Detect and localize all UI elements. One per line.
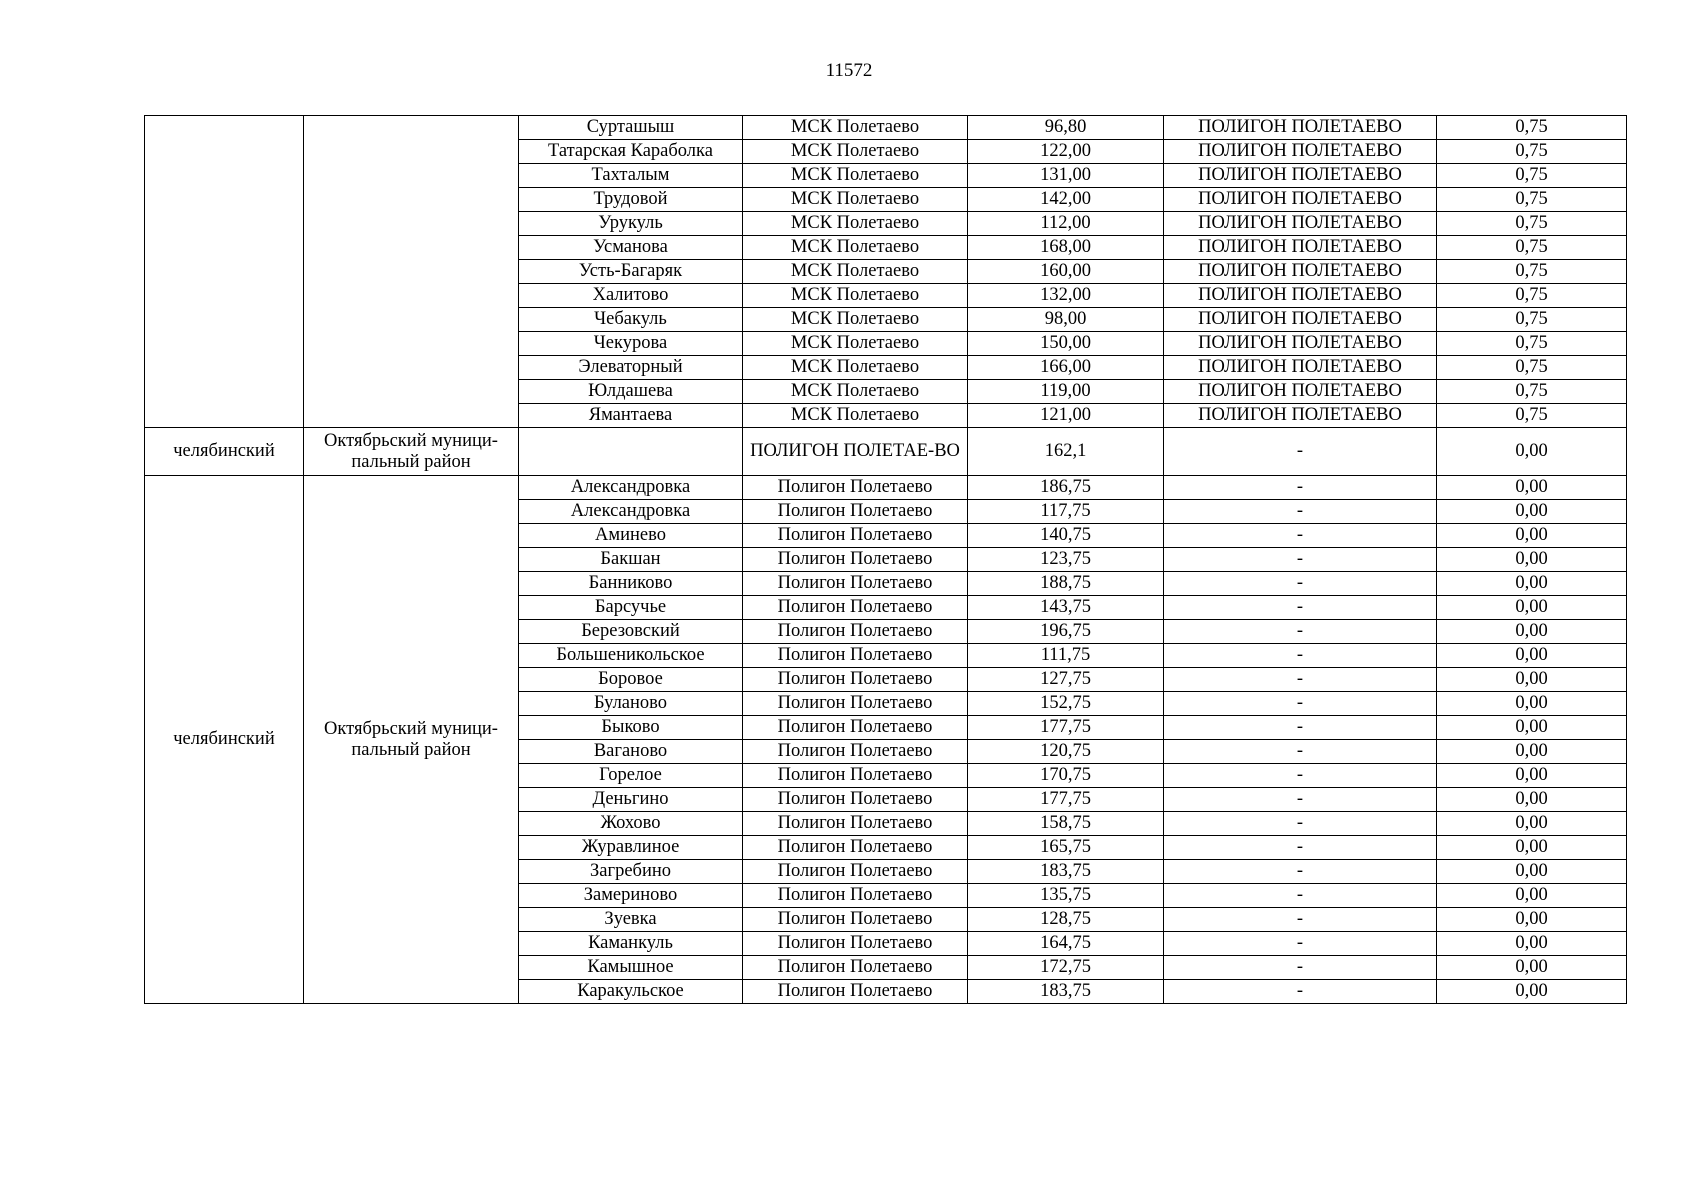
settlement-cell: Каракульское bbox=[519, 980, 743, 1004]
distance-cell: 186,75 bbox=[968, 476, 1164, 500]
settlement-cell: Урукуль bbox=[519, 212, 743, 236]
settlement-cell: Боровое bbox=[519, 668, 743, 692]
distance-cell: 112,00 bbox=[968, 212, 1164, 236]
zone-cell bbox=[145, 116, 304, 428]
settlement-cell: Буланово bbox=[519, 692, 743, 716]
settlement-cell: Ваганово bbox=[519, 740, 743, 764]
destination-cell: - bbox=[1164, 980, 1437, 1004]
settlement-cell: Халитово bbox=[519, 284, 743, 308]
distance-cell: 142,00 bbox=[968, 188, 1164, 212]
coefficient-cell: 0,75 bbox=[1437, 404, 1627, 428]
settlement-cell: Чебакуль bbox=[519, 308, 743, 332]
distance-cell: 123,75 bbox=[968, 548, 1164, 572]
distance-cell: 121,00 bbox=[968, 404, 1164, 428]
source-cell: Полигон Полетаево bbox=[743, 764, 968, 788]
destination-cell: - bbox=[1164, 932, 1437, 956]
destination-cell: ПОЛИГОН ПОЛЕТАЕВО bbox=[1164, 212, 1437, 236]
coefficient-cell: 0,00 bbox=[1437, 812, 1627, 836]
settlement-cell: Татарская Караболка bbox=[519, 140, 743, 164]
coefficient-cell: 0,00 bbox=[1437, 860, 1627, 884]
distance-cell: 132,00 bbox=[968, 284, 1164, 308]
distance-cell: 119,00 bbox=[968, 380, 1164, 404]
distance-cell: 117,75 bbox=[968, 500, 1164, 524]
destination-cell: ПОЛИГОН ПОЛЕТАЕВО bbox=[1164, 332, 1437, 356]
settlement-cell: Деньгино bbox=[519, 788, 743, 812]
destination-cell: ПОЛИГОН ПОЛЕТАЕВО bbox=[1164, 236, 1437, 260]
coefficient-cell: 0,00 bbox=[1437, 740, 1627, 764]
destination-cell: - bbox=[1164, 788, 1437, 812]
source-cell: Полигон Полетаево bbox=[743, 716, 968, 740]
destination-cell: - bbox=[1164, 596, 1437, 620]
distance-cell: 162,1 bbox=[968, 428, 1164, 476]
coefficient-cell: 0,75 bbox=[1437, 380, 1627, 404]
source-cell: МСК Полетаево bbox=[743, 236, 968, 260]
settlement-cell: Усманова bbox=[519, 236, 743, 260]
coefficient-cell: 0,75 bbox=[1437, 212, 1627, 236]
distance-cell: 183,75 bbox=[968, 980, 1164, 1004]
settlement-cell: Юлдашева bbox=[519, 380, 743, 404]
settlement-cell: Каманкуль bbox=[519, 932, 743, 956]
destination-cell: - bbox=[1164, 524, 1437, 548]
distance-cell: 164,75 bbox=[968, 932, 1164, 956]
source-cell: Полигон Полетаево bbox=[743, 524, 968, 548]
coefficient-cell: 0,00 bbox=[1437, 644, 1627, 668]
destination-cell: - bbox=[1164, 860, 1437, 884]
distance-cell: 122,00 bbox=[968, 140, 1164, 164]
coefficient-cell: 0,00 bbox=[1437, 716, 1627, 740]
source-cell: Полигон Полетаево bbox=[743, 956, 968, 980]
source-cell: Полигон Полетаево bbox=[743, 812, 968, 836]
distance-cell: 196,75 bbox=[968, 620, 1164, 644]
destination-cell: - bbox=[1164, 716, 1437, 740]
coefficient-cell: 0,75 bbox=[1437, 188, 1627, 212]
settlement-cell bbox=[519, 428, 743, 476]
distance-cell: 177,75 bbox=[968, 716, 1164, 740]
destination-cell: - bbox=[1164, 476, 1437, 500]
coefficient-cell: 0,00 bbox=[1437, 884, 1627, 908]
coefficient-cell: 0,75 bbox=[1437, 164, 1627, 188]
distance-cell: 170,75 bbox=[968, 764, 1164, 788]
settlement-cell: Загребино bbox=[519, 860, 743, 884]
distance-cell: 127,75 bbox=[968, 668, 1164, 692]
distance-cell: 158,75 bbox=[968, 812, 1164, 836]
settlement-cell: Бакшан bbox=[519, 548, 743, 572]
zone-cell: челябинский bbox=[145, 476, 304, 1004]
source-cell: МСК Полетаево bbox=[743, 164, 968, 188]
source-cell: Полигон Полетаево bbox=[743, 620, 968, 644]
coefficient-cell: 0,75 bbox=[1437, 308, 1627, 332]
coefficient-cell: 0,75 bbox=[1437, 140, 1627, 164]
destination-cell: - bbox=[1164, 644, 1437, 668]
distance-cell: 111,75 bbox=[968, 644, 1164, 668]
table-row bbox=[145, 476, 1627, 500]
destination-cell: ПОЛИГОН ПОЛЕТАЕВО bbox=[1164, 284, 1437, 308]
destination-cell: ПОЛИГОН ПОЛЕТАЕВО bbox=[1164, 140, 1437, 164]
settlement-cell: Александровка bbox=[519, 500, 743, 524]
district-cell: Октябрьский муници-пальный район bbox=[304, 476, 519, 1004]
coefficient-cell: 0,00 bbox=[1437, 428, 1627, 476]
destination-cell: ПОЛИГОН ПОЛЕТАЕВО bbox=[1164, 164, 1437, 188]
distance-cell: 143,75 bbox=[968, 596, 1164, 620]
settlement-cell: Жохово bbox=[519, 812, 743, 836]
source-cell: Полигон Полетаево bbox=[743, 860, 968, 884]
coefficient-cell: 0,75 bbox=[1437, 260, 1627, 284]
settlement-cell: Барсучье bbox=[519, 596, 743, 620]
coefficient-cell: 0,75 bbox=[1437, 356, 1627, 380]
distance-cell: 165,75 bbox=[968, 836, 1164, 860]
destination-cell: ПОЛИГОН ПОЛЕТАЕВО bbox=[1164, 356, 1437, 380]
source-cell: МСК Полетаево bbox=[743, 188, 968, 212]
coefficient-cell: 0,00 bbox=[1437, 572, 1627, 596]
distance-cell: 188,75 bbox=[968, 572, 1164, 596]
distance-cell: 120,75 bbox=[968, 740, 1164, 764]
destination-cell: - bbox=[1164, 884, 1437, 908]
coefficient-cell: 0,00 bbox=[1437, 524, 1627, 548]
source-cell: Полигон Полетаево bbox=[743, 836, 968, 860]
settlement-cell: Банниково bbox=[519, 572, 743, 596]
coefficient-cell: 0,00 bbox=[1437, 836, 1627, 860]
source-cell: Полигон Полетаево bbox=[743, 908, 968, 932]
distance-cell: 128,75 bbox=[968, 908, 1164, 932]
settlement-cell: Большеникольское bbox=[519, 644, 743, 668]
district-cell bbox=[304, 116, 519, 428]
source-cell: Полигон Полетаево bbox=[743, 932, 968, 956]
destination-cell: - bbox=[1164, 500, 1437, 524]
coefficient-cell: 0,75 bbox=[1437, 332, 1627, 356]
coefficient-cell: 0,00 bbox=[1437, 908, 1627, 932]
distance-cell: 96,80 bbox=[968, 116, 1164, 140]
distance-cell: 140,75 bbox=[968, 524, 1164, 548]
source-cell: МСК Полетаево bbox=[743, 212, 968, 236]
destination-cell: - bbox=[1164, 812, 1437, 836]
coefficient-cell: 0,00 bbox=[1437, 692, 1627, 716]
coefficient-cell: 0,00 bbox=[1437, 620, 1627, 644]
coefficient-cell: 0,00 bbox=[1437, 668, 1627, 692]
source-cell: Полигон Полетаево bbox=[743, 572, 968, 596]
settlement-cell: Аминево bbox=[519, 524, 743, 548]
source-cell: МСК Полетаево bbox=[743, 404, 968, 428]
destination-cell: - bbox=[1164, 740, 1437, 764]
settlement-cell: Березовский bbox=[519, 620, 743, 644]
settlement-cell: Быково bbox=[519, 716, 743, 740]
destination-cell: - bbox=[1164, 572, 1437, 596]
source-cell: Полигон Полетаево bbox=[743, 596, 968, 620]
settlement-cell: Тахталым bbox=[519, 164, 743, 188]
distance-cell: 172,75 bbox=[968, 956, 1164, 980]
settlement-cell: Зуевка bbox=[519, 908, 743, 932]
settlement-cell: Усть-Багаряк bbox=[519, 260, 743, 284]
source-cell: МСК Полетаево bbox=[743, 116, 968, 140]
zone-cell: челябинский bbox=[145, 428, 304, 476]
coefficient-cell: 0,00 bbox=[1437, 788, 1627, 812]
destination-cell: ПОЛИГОН ПОЛЕТАЕВО bbox=[1164, 380, 1437, 404]
distance-cell: 160,00 bbox=[968, 260, 1164, 284]
coefficient-cell: 0,00 bbox=[1437, 596, 1627, 620]
source-cell: МСК Полетаево bbox=[743, 380, 968, 404]
distance-cell: 168,00 bbox=[968, 236, 1164, 260]
source-cell: МСК Полетаево bbox=[743, 140, 968, 164]
table-body bbox=[145, 116, 1627, 1004]
settlement-cell: Камышное bbox=[519, 956, 743, 980]
settlement-cell: Элеваторный bbox=[519, 356, 743, 380]
coefficient-cell: 0,00 bbox=[1437, 932, 1627, 956]
destination-cell: - bbox=[1164, 548, 1437, 572]
table-row bbox=[145, 116, 1627, 140]
coefficient-cell: 0,00 bbox=[1437, 764, 1627, 788]
source-cell: МСК Полетаево bbox=[743, 260, 968, 284]
source-cell: Полигон Полетаево bbox=[743, 548, 968, 572]
settlement-cell: Александровка bbox=[519, 476, 743, 500]
waste-routes-table bbox=[144, 115, 1627, 1004]
destination-cell: ПОЛИГОН ПОЛЕТАЕВО bbox=[1164, 260, 1437, 284]
coefficient-cell: 0,00 bbox=[1437, 476, 1627, 500]
coefficient-cell: 0,00 bbox=[1437, 500, 1627, 524]
source-cell: ПОЛИГОН ПОЛЕТАЕ-ВО bbox=[743, 428, 968, 476]
source-cell: МСК Полетаево bbox=[743, 284, 968, 308]
distance-cell: 131,00 bbox=[968, 164, 1164, 188]
source-cell: Полигон Полетаево bbox=[743, 692, 968, 716]
coefficient-cell: 0,75 bbox=[1437, 116, 1627, 140]
settlement-cell: Журавлиное bbox=[519, 836, 743, 860]
source-cell: Полигон Полетаево bbox=[743, 644, 968, 668]
table-row bbox=[145, 428, 1627, 476]
settlement-cell: Замериново bbox=[519, 884, 743, 908]
source-cell: Полигон Полетаево bbox=[743, 884, 968, 908]
source-cell: МСК Полетаево bbox=[743, 308, 968, 332]
distance-cell: 98,00 bbox=[968, 308, 1164, 332]
destination-cell: - bbox=[1164, 428, 1437, 476]
destination-cell: - bbox=[1164, 908, 1437, 932]
distance-cell: 150,00 bbox=[968, 332, 1164, 356]
coefficient-cell: 0,75 bbox=[1437, 284, 1627, 308]
district-cell: Октябрьский муници-пальный район bbox=[304, 428, 519, 476]
distance-cell: 166,00 bbox=[968, 356, 1164, 380]
settlement-cell: Ямантаева bbox=[519, 404, 743, 428]
source-cell: Полигон Полетаево bbox=[743, 668, 968, 692]
source-cell: Полигон Полетаево bbox=[743, 476, 968, 500]
source-cell: Полигон Полетаево bbox=[743, 500, 968, 524]
destination-cell: - bbox=[1164, 956, 1437, 980]
distance-cell: 183,75 bbox=[968, 860, 1164, 884]
settlement-cell: Трудовой bbox=[519, 188, 743, 212]
distance-cell: 177,75 bbox=[968, 788, 1164, 812]
coefficient-cell: 0,00 bbox=[1437, 548, 1627, 572]
page-number: 11572 bbox=[825, 60, 873, 81]
settlement-cell: Горелое bbox=[519, 764, 743, 788]
coefficient-cell: 0,00 bbox=[1437, 980, 1627, 1004]
distance-cell: 135,75 bbox=[968, 884, 1164, 908]
destination-cell: ПОЛИГОН ПОЛЕТАЕВО bbox=[1164, 116, 1437, 140]
destination-cell: - bbox=[1164, 764, 1437, 788]
settlement-cell: Сурташыш bbox=[519, 116, 743, 140]
destination-cell: - bbox=[1164, 692, 1437, 716]
coefficient-cell: 0,75 bbox=[1437, 236, 1627, 260]
destination-cell: - bbox=[1164, 668, 1437, 692]
distance-cell: 152,75 bbox=[968, 692, 1164, 716]
source-cell: Полигон Полетаево bbox=[743, 788, 968, 812]
coefficient-cell: 0,00 bbox=[1437, 956, 1627, 980]
source-cell: Полигон Полетаево bbox=[743, 740, 968, 764]
destination-cell: - bbox=[1164, 836, 1437, 860]
source-cell: МСК Полетаево bbox=[743, 356, 968, 380]
destination-cell: ПОЛИГОН ПОЛЕТАЕВО bbox=[1164, 404, 1437, 428]
source-cell: Полигон Полетаево bbox=[743, 980, 968, 1004]
settlement-cell: Чекурова bbox=[519, 332, 743, 356]
source-cell: МСК Полетаево bbox=[743, 332, 968, 356]
destination-cell: ПОЛИГОН ПОЛЕТАЕВО bbox=[1164, 308, 1437, 332]
destination-cell: ПОЛИГОН ПОЛЕТАЕВО bbox=[1164, 188, 1437, 212]
destination-cell: - bbox=[1164, 620, 1437, 644]
